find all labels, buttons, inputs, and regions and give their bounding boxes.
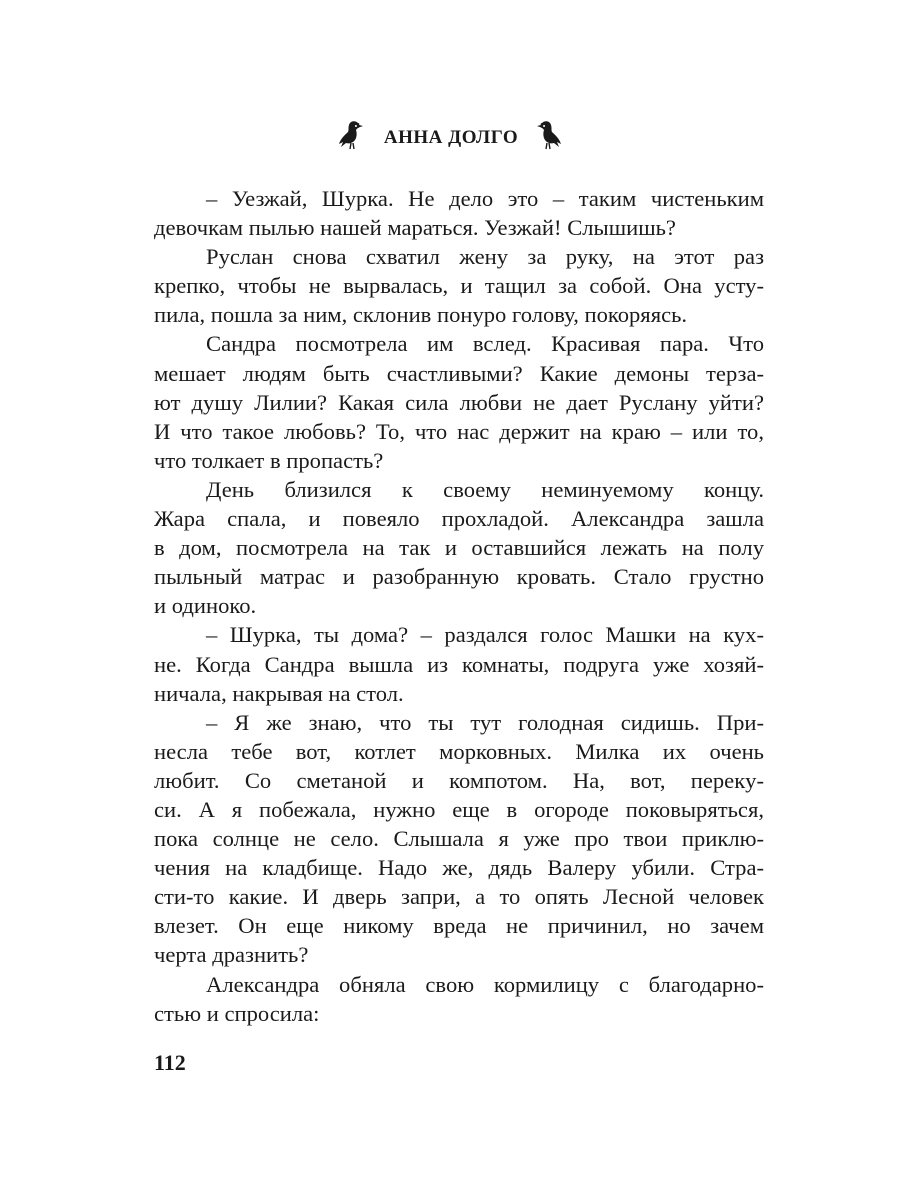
text-line: и одиноко. [154,593,257,619]
text-line: девочкам пылью нашей мараться. Уезжай! Слышишь? [154,215,676,241]
text-line: сти-то какие. И дверь запри, а то опять Лесной человек [154,884,764,910]
text-line: Жара спала, и повеяло прохладой. Александра зашла [154,506,764,532]
text-line: си. А я побежала, нужно еще в огороде поковыряться, [154,796,764,822]
text-line: что толкает в пропасть? [154,447,384,473]
text-line: не. Когда Сандра вышла из комнаты, подруга уже хозяй- [154,651,764,677]
text-line: любит. Со сметаной и компотом. На, вот, перекy- [154,767,764,793]
text-line: И что такое любовь? То, что нас держит на краю – или то, [154,418,764,444]
text-line: в дом, посмотрела на так и оставшийся лежать на полу [154,535,764,561]
text-line: крепко, чтобы не вырвалась, и тащил за собой. Она усту- [154,273,764,299]
text-line: пыльный матрас и разобранную кровать. Стало грустно [154,564,764,590]
text-line: черта дразнить? [154,942,309,968]
text-line: несла тебе вот, котлет морковных. Милка их очень [154,738,764,764]
text-line: мешает людям быть счастливыми? Какие демоны терза- [154,360,764,386]
text-line: – Я же знаю, что ты тут голодная сидишь. При- [206,709,764,735]
text-line: Сандра посмотрела им вслед. Красивая пара. Что [206,331,764,357]
author-name: АННА ДОЛГО [383,127,519,148]
text-line: – Шурка, ты дома? – раздался голос Машки на кух- [206,622,764,648]
text-line: пила, пошла за ним, склонив понуро голову, покоряясь. [154,302,688,328]
body-text [154,184,764,1028]
text-line: чения на кладбище. Надо же, дядь Валеру убили. Стра- [154,855,764,881]
running-header [0,112,900,156]
text-line: Руслан снова схватил жену за руку, на этот раз [206,244,764,270]
page-number: 112 [154,1050,186,1075]
raven-icon [534,117,564,151]
text-line: Александра обняла свою кормилицу с благодарно- [206,971,764,997]
text-line: пока солнце не село. Слышала я уже про твои приклю- [154,826,764,852]
text-line: стью и спросила: [154,1000,320,1026]
text-line: ют душу Лилии? Какая сила любви не дает Руслану уйти? [154,389,764,415]
text-line: День близился к своему неминуемому концу. [206,476,764,502]
text-line: ничала, накрывая на стол. [154,680,404,706]
raven-icon [336,117,366,151]
text-line: влезет. Он еще никому вреда не причинил, но зачем [154,913,764,939]
text-line: – Уезжай, Шурка. Не дело это – таким чистеньким [206,186,764,211]
